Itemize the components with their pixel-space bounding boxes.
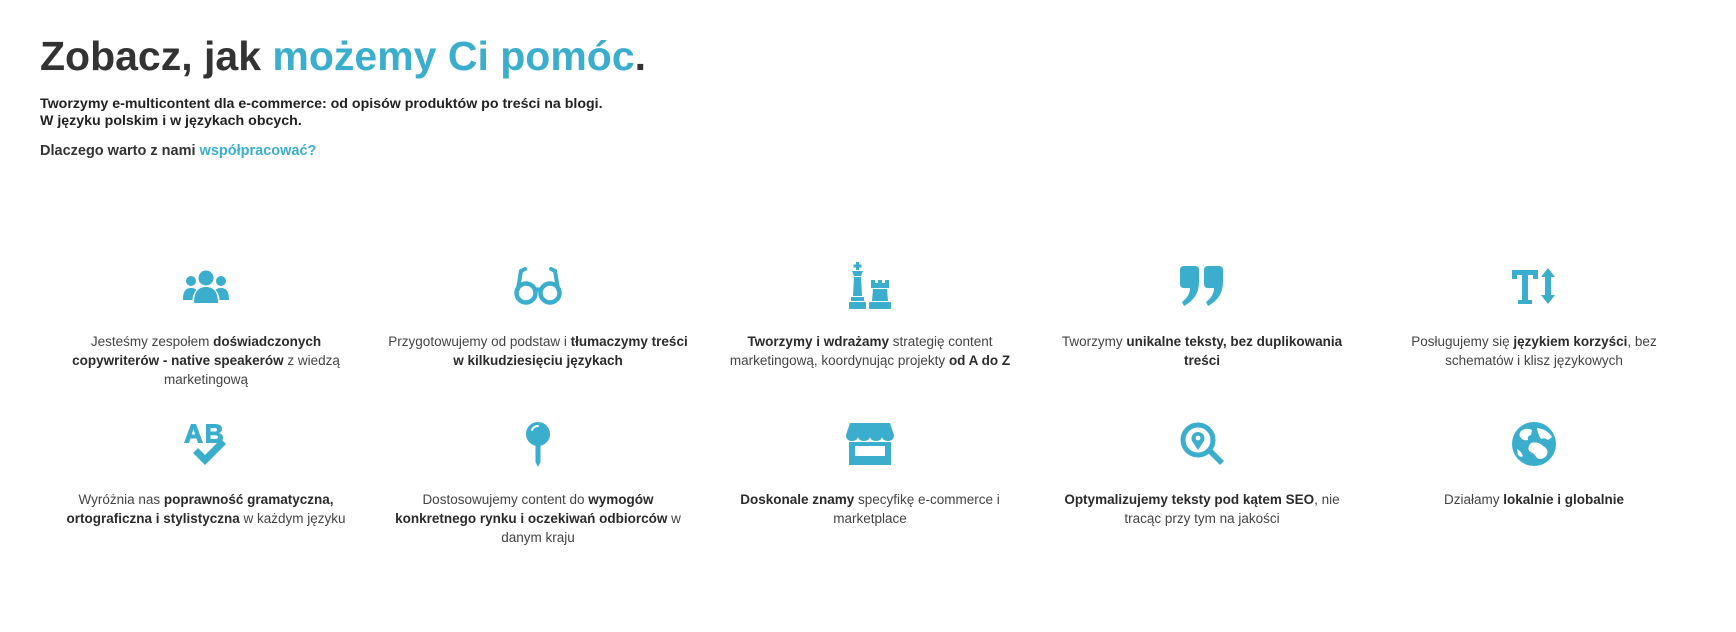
chess-icon (844, 260, 896, 312)
feature-text: Działamy (1443, 492, 1504, 507)
feature-item (40, 418, 372, 547)
page-title-text: Zobacz, jak (40, 33, 273, 79)
globe-icon (1508, 418, 1560, 470)
feature-text: strategię content marketingową, koordynując projekty (729, 334, 993, 368)
feature-text: Wyróżnia nas (78, 492, 164, 507)
features-grid (40, 260, 1700, 547)
feature-description (714, 332, 1026, 370)
feature-description (382, 490, 694, 547)
spell-check-icon (180, 418, 232, 470)
feature-text: z wiedzą marketingową (163, 353, 340, 387)
feature-text: Dostosowujemy content do (422, 492, 589, 507)
feature-text-bold: doświadczonych copywriterów - native speakerów (72, 334, 322, 368)
feature-item (704, 418, 1036, 547)
feature-description (382, 332, 694, 370)
quote-icon (1176, 260, 1228, 312)
feature-text-bold: wymogów konkretnego rynku i oczekiwań odbiorców (395, 492, 668, 526)
intro-line-2: W języku polskim i w językach obcych. (40, 113, 302, 129)
why-us-text (40, 142, 940, 160)
feature-item (40, 260, 372, 389)
feature-text: w każdym języku (239, 511, 346, 526)
why-us-accent: współpracować? (199, 143, 317, 159)
store-icon (844, 418, 896, 470)
feature-item (372, 260, 704, 389)
feature-text: w danym kraju (501, 511, 681, 545)
feature-description (1378, 490, 1690, 509)
feature-text: , nie tracąc przy tym na jakości (1124, 492, 1340, 526)
feature-text-bold: językiem korzyści (1513, 334, 1628, 349)
header-section (40, 30, 940, 160)
feature-text: Przygotowujemy od podstaw i (388, 334, 571, 349)
feature-text-bold: unikalne teksty, bez duplikowania treści (1126, 334, 1343, 368)
feature-text: Jesteśmy zespołem (90, 334, 214, 349)
feature-item (704, 260, 1036, 389)
feature-text-bold: od A do Z (948, 353, 1011, 368)
page-title-dot: . (634, 33, 647, 79)
feature-item (1368, 260, 1700, 389)
users-icon (180, 260, 232, 312)
page-title (40, 30, 940, 82)
feature-description (50, 332, 362, 389)
feature-item (1036, 260, 1368, 389)
feature-item (372, 418, 704, 547)
feature-description (50, 490, 362, 528)
feature-text-bold: Doskonale znamy (740, 492, 855, 507)
text-height-icon (1508, 260, 1560, 312)
feature-text: , bez schematów i klisz językowych (1445, 334, 1657, 368)
feature-description (1378, 332, 1690, 370)
glasses-icon (512, 260, 564, 312)
feature-text: Posługujemy się (1411, 334, 1514, 349)
intro-text (40, 96, 940, 130)
feature-item (1036, 418, 1368, 547)
intro-line-1: Tworzymy e-multicontent dla e-commerce: od opisów produktów po treści na blogi. (40, 96, 603, 112)
features-row-1 (40, 260, 1700, 389)
feature-description (1046, 490, 1358, 528)
page-title-accent: możemy Ci pomóc (272, 33, 635, 79)
feature-text: Tworzymy (1061, 334, 1127, 349)
feature-text-bold: Optymalizujemy teksty pod kątem SEO (1064, 492, 1315, 507)
feature-item (1368, 418, 1700, 547)
feature-description (714, 490, 1026, 528)
map-pin-icon (512, 418, 564, 470)
why-us-label: Dlaczego warto z nami (40, 143, 200, 159)
feature-text-bold: lokalnie i globalnie (1503, 492, 1625, 507)
feature-text-bold: tłumaczymy treści w kilkudziesięciu językach (453, 334, 688, 368)
feature-description (1046, 332, 1358, 370)
features-row-2 (40, 418, 1700, 547)
feature-text: specyfikę e-commerce i marketplace (833, 492, 1000, 526)
feature-text-bold: Tworzymy i wdrażamy (747, 334, 889, 349)
search-location-icon (1176, 418, 1228, 470)
feature-text-bold: poprawność gramatyczna, ortograficzna i stylistyczna (66, 492, 334, 526)
